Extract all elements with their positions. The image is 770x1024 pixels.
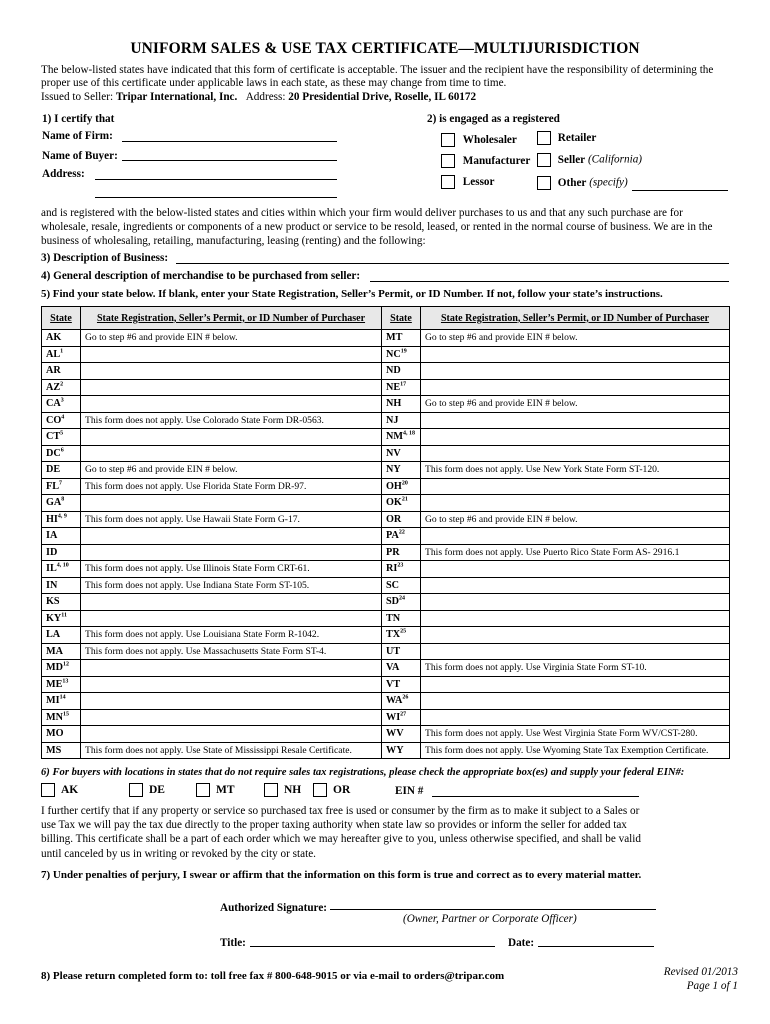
state-code: TN — [386, 612, 401, 624]
state-code-right — [382, 693, 421, 710]
state-code: AL — [46, 348, 61, 360]
ein-state-label: NH — [284, 783, 302, 796]
state-code-right — [382, 709, 421, 726]
table-row — [42, 742, 730, 759]
state-code: OH — [386, 480, 402, 492]
state-code-left — [42, 561, 81, 578]
table-row — [42, 561, 730, 578]
certify-text: I further certify that if any property or service so purchased tax free is used or consumer by the firm as to make it subject to a Sales or use Tax we will pay the tax due directly to the proper taxing authority when state law so provides or inform the seller for added tax billing. This certificate shall be a part of each order which we may hereafter give to you, unless otherwise specified, and shall be valid until canceled by us in writing or revoked by the city or state. — [41, 805, 641, 860]
state-registration-cell-right[interactable] — [421, 627, 730, 644]
manufacturer-label: Manufacturer — [462, 154, 531, 167]
ein-state-checkbox[interactable] — [264, 783, 278, 797]
state-code: AK — [46, 332, 62, 344]
state-registration-cell-right[interactable] — [421, 709, 730, 726]
state-code-right — [382, 363, 421, 380]
state-registration-cell-left: This form does not apply. Use Louisiana State Form R-1042. — [81, 627, 382, 644]
ein-state-label: AK — [61, 783, 79, 796]
state-registration-cell-left: This form does not apply. Use Colorado State Form DR-0563. — [81, 412, 382, 429]
authorized-signature-label: Authorized Signature: — [220, 902, 328, 914]
state-footnote: 23 — [397, 562, 404, 569]
state-registration-cell-right: This form does not apply. Use Puerto Rico State Form AS- 2916.1 — [421, 544, 730, 561]
wholesaler-option — [441, 133, 517, 147]
state-code-right — [382, 643, 421, 660]
intro-text: The below-listed states have indicated that this form of certificate is acceptable. The issuer and the recipient have the responsibility of determining the proper use of this certificate under applicable laws in each state, as these may change from time to time. — [41, 64, 714, 90]
merchandise-description-field[interactable] — [370, 281, 729, 282]
other-specify-field[interactable] — [632, 190, 728, 191]
state-code: GA — [46, 497, 62, 509]
state-registration-cell-left[interactable] — [81, 528, 382, 545]
state-footnote: 21 — [401, 496, 408, 503]
state-code-left — [42, 429, 81, 446]
state-footnote: 14 — [59, 694, 66, 701]
state-registration-cell-left[interactable] — [81, 693, 382, 710]
col-state-right: State — [382, 307, 421, 330]
date-field[interactable] — [538, 946, 654, 947]
table-row — [42, 429, 730, 446]
state-code: RI — [386, 563, 398, 575]
table-row — [42, 709, 730, 726]
state-code: MO — [46, 728, 64, 740]
state-code: OK — [386, 497, 402, 509]
issued-to-line — [41, 91, 731, 104]
state-code-left — [42, 627, 81, 644]
state-code: ID — [46, 546, 58, 558]
table-row — [42, 363, 730, 380]
state-footnote: 7 — [59, 480, 63, 487]
state-code-left — [42, 693, 81, 710]
state-registration-cell-left[interactable] — [81, 544, 382, 561]
state-code-right — [382, 396, 421, 413]
table-row — [42, 330, 730, 347]
state-registration-cell-left[interactable] — [81, 495, 382, 512]
registered-text: and is registered with the below-listed states and cities within which your firm would deliver purchases to us and that any such purchase are for wholesale, resale, ingredients or components of a new product or service to be resold, leased, or rented in the normal course of business. We are in the business of wholesaling, retailing, manufacturing, leasing (renting) and the following: — [41, 207, 713, 247]
state-registration-cell-right[interactable] — [421, 478, 730, 495]
state-code: SC — [386, 579, 400, 591]
state-registration-cell-left: This form does not apply. Use Hawaii State Form G-17. — [81, 511, 382, 528]
table-row — [42, 346, 730, 363]
state-footnote: 5 — [60, 430, 64, 437]
address-label: Address: — [245, 90, 289, 103]
state-code-right — [382, 544, 421, 561]
state-code: PA — [386, 530, 399, 542]
table-row — [42, 379, 730, 396]
ein-state-option — [196, 783, 235, 797]
state-code-left — [42, 528, 81, 545]
state-code-left — [42, 363, 81, 380]
state-registration-cell-right[interactable] — [421, 643, 730, 660]
state-code: KY — [46, 612, 62, 624]
state-footnote: 4, 9 — [57, 513, 67, 520]
state-code: ME — [46, 678, 63, 690]
state-footnote: 12 — [62, 661, 69, 668]
state-code-right — [382, 742, 421, 759]
state-code: MI — [46, 695, 60, 707]
state-code: MN — [46, 711, 63, 723]
state-code: OR — [386, 513, 402, 525]
state-code: ND — [386, 365, 401, 377]
state-registration-cell-right[interactable] — [421, 363, 730, 380]
state-footnote: 24 — [399, 595, 406, 602]
name-of-firm-field[interactable] — [122, 141, 337, 142]
state-code: NH — [386, 398, 402, 410]
section1-heading: 1) I certify that — [42, 113, 115, 125]
state-registration-cell-left[interactable] — [81, 379, 382, 396]
state-code-left — [42, 495, 81, 512]
address-field-2[interactable] — [95, 197, 337, 198]
seller-name: Tripar International, Inc. — [115, 90, 238, 103]
state-code-right — [382, 511, 421, 528]
state-footnote: 4, 10 — [56, 562, 69, 569]
state-code-right — [382, 462, 421, 479]
state-code-left — [42, 610, 81, 627]
state-code: MA — [46, 645, 63, 657]
state-registration-cell-left: Go to step #6 and provide EIN # below. — [81, 330, 382, 347]
state-code-right — [382, 676, 421, 693]
seller-checkbox[interactable] — [537, 153, 551, 167]
state-registration-cell-right[interactable] — [421, 528, 730, 545]
state-code: KS — [46, 596, 60, 608]
state-footnote: 15 — [62, 711, 69, 718]
state-registration-cell-right[interactable] — [421, 676, 730, 693]
state-code-left — [42, 676, 81, 693]
state-registration-cell-left: This form does not apply. Use Massachusetts State Form ST-4. — [81, 643, 382, 660]
ein-state-label: MT — [216, 783, 235, 796]
state-code: NM — [386, 431, 403, 443]
state-code-right — [382, 594, 421, 611]
col-state-left: State — [42, 307, 81, 330]
state-code: NC — [386, 348, 401, 360]
form-title: UNIFORM SALES & USE TAX CERTIFICATE—MULTIJURISDICTION — [130, 40, 640, 57]
state-registration-cell-left: Go to step #6 and provide EIN # below. — [81, 462, 382, 479]
state-code: NV — [386, 447, 401, 459]
issued-label: Issued to Seller: — [41, 90, 116, 103]
state-registration-cell-left[interactable] — [81, 676, 382, 693]
manufacturer-option — [441, 154, 530, 168]
page-number: Page 1 of 1 — [686, 980, 738, 992]
ein-state-label: DE — [149, 783, 165, 796]
state-code: CO — [46, 414, 62, 426]
state-code-left — [42, 462, 81, 479]
ein-state-checkbox[interactable] — [196, 783, 210, 797]
other-checkbox[interactable] — [537, 176, 551, 190]
state-code-right — [382, 610, 421, 627]
name-of-buyer-field[interactable] — [122, 160, 337, 161]
state-footnote: 6 — [60, 447, 64, 454]
state-registration-cell-right: Go to step #6 and provide EIN # below. — [421, 396, 730, 413]
name-of-firm-label: Name of Firm: — [42, 130, 113, 142]
state-code: IN — [46, 579, 58, 591]
state-registration-cell-right[interactable] — [421, 412, 730, 429]
state-footnote: 1 — [60, 348, 64, 355]
state-registration-cell-right[interactable] — [421, 346, 730, 363]
manufacturer-checkbox[interactable] — [441, 154, 455, 168]
state-registration-cell-left[interactable] — [81, 610, 382, 627]
intro-block — [41, 64, 731, 104]
state-code-right — [382, 528, 421, 545]
state-code: MT — [386, 332, 403, 344]
state-code: WV — [386, 728, 404, 740]
state-code: MS — [46, 744, 62, 756]
state-footnote: 26 — [402, 694, 409, 701]
state-code-right — [382, 561, 421, 578]
state-code-right — [382, 627, 421, 644]
state-code: AZ — [46, 381, 61, 393]
state-code-left — [42, 742, 81, 759]
state-code-left — [42, 478, 81, 495]
state-registration-cell-left[interactable] — [81, 429, 382, 446]
state-registration-cell-right: This form does not apply. Use New York State Form ST-120. — [421, 462, 730, 479]
table-row — [42, 693, 730, 710]
table-row — [42, 544, 730, 561]
table-row — [42, 478, 730, 495]
state-code-right — [382, 577, 421, 594]
table-row — [42, 528, 730, 545]
state-registration-cell-left: This form does not apply. Use Indiana State Form ST-105. — [81, 577, 382, 594]
state-registration-cell-left[interactable] — [81, 709, 382, 726]
state-code-right — [382, 330, 421, 347]
description-of-business-field[interactable] — [176, 263, 729, 264]
state-footnote: 19 — [400, 348, 407, 355]
state-footnote: 20 — [401, 480, 408, 487]
state-registration-cell-right: This form does not apply. Use Wyoming State Tax Exemption Certificate. — [421, 742, 730, 759]
state-registration-cell-right[interactable] — [421, 594, 730, 611]
table-row — [42, 610, 730, 627]
section7-text: 7) Under penalties of perjury, I swear or affirm that the information on this form is true and correct as to every material matter. — [41, 869, 642, 881]
title-label: Title: — [220, 937, 246, 949]
state-footnote: 11 — [61, 612, 67, 619]
state-code-left — [42, 511, 81, 528]
state-code: NJ — [386, 414, 399, 426]
state-code: IL — [46, 563, 57, 575]
table-row — [42, 627, 730, 644]
state-footnote: 13 — [62, 678, 69, 685]
table-row — [42, 594, 730, 611]
state-code-left — [42, 660, 81, 677]
state-code: FL — [46, 480, 60, 492]
other-note: (specify) — [589, 176, 628, 189]
state-code: PR — [386, 546, 400, 558]
state-code: WA — [386, 695, 403, 707]
ein-state-option — [313, 783, 350, 797]
col-registration-left: State Registration, Seller’s Permit, or ID Number of Purchaser — [81, 307, 382, 330]
state-code-left — [42, 412, 81, 429]
date-label: Date: — [508, 937, 535, 949]
ein-state-option — [41, 783, 78, 797]
state-registration-cell-right: Go to step #6 and provide EIN # below. — [421, 330, 730, 347]
state-code-left — [42, 445, 81, 462]
state-footnote: 8 — [61, 496, 65, 503]
state-code: NY — [386, 464, 401, 476]
state-registration-cell-right[interactable] — [421, 445, 730, 462]
state-registration-cell-right[interactable] — [421, 429, 730, 446]
state-footnote: 4 — [61, 414, 65, 421]
name-of-buyer-label: Name of Buyer: — [42, 150, 118, 162]
signature-note: (Owner, Partner or Corporate Officer) — [403, 913, 577, 925]
ein-state-option — [264, 783, 301, 797]
signature-field[interactable] — [330, 909, 656, 910]
table-row — [42, 660, 730, 677]
table-row — [42, 396, 730, 413]
col-registration-right: State Registration, Seller’s Permit, or ID Number of Purchaser — [421, 307, 730, 330]
table-row — [42, 462, 730, 479]
address-label-1: Address: — [42, 168, 85, 180]
state-registration-cell-left[interactable] — [81, 363, 382, 380]
state-registration-cell-left[interactable] — [81, 660, 382, 677]
state-code: WI — [386, 711, 401, 723]
lessor-label: Lessor — [462, 175, 495, 188]
revised-date: Revised 01/2013 — [663, 966, 738, 978]
state-code: VA — [386, 662, 400, 674]
section3-label: 3) Description of Business: — [41, 252, 169, 264]
state-registration-cell-left[interactable] — [81, 396, 382, 413]
state-footnote: 4, 18 — [402, 430, 415, 437]
state-registration-cell-right[interactable] — [421, 379, 730, 396]
state-registration-cell-left: This form does not apply. Use Illinois State Form CRT-61. — [81, 561, 382, 578]
section2-heading: 2) is engaged as a registered — [427, 113, 560, 125]
state-code-left — [42, 643, 81, 660]
ein-state-label: OR — [333, 783, 351, 796]
state-code-right — [382, 379, 421, 396]
state-code-right — [382, 495, 421, 512]
table-row — [42, 445, 730, 462]
state-code-right — [382, 478, 421, 495]
state-code-left — [42, 577, 81, 594]
state-code-left — [42, 396, 81, 413]
state-code: TX — [386, 629, 401, 641]
ein-state-checkbox[interactable] — [129, 783, 143, 797]
seller-option — [537, 153, 642, 167]
state-code: AR — [46, 365, 61, 377]
table-body — [42, 330, 730, 759]
state-registration-cell-left[interactable] — [81, 726, 382, 743]
state-code-right — [382, 346, 421, 363]
table-header-row — [42, 307, 730, 330]
ein-state-option — [129, 783, 165, 797]
state-code: IA — [46, 530, 58, 542]
state-footnote: 22 — [398, 529, 405, 536]
seller-address: 20 Presidential Drive, Roselle, IL 60172 — [288, 90, 477, 103]
ein-label: EIN # — [395, 785, 424, 797]
state-code: LA — [46, 629, 61, 641]
state-code-left — [42, 544, 81, 561]
state-code: DE — [46, 464, 61, 476]
state-footnote: 2 — [60, 381, 64, 388]
section6-heading: 6) For buyers with locations in states that do not require sales tax registrations, please check the appropriate box(es) and supply your federal EIN#: — [41, 767, 685, 778]
state-registration-cell-left: This form does not apply. Use State of Mississippi Resale Certificate. — [81, 742, 382, 759]
retailer-checkbox[interactable] — [537, 131, 551, 145]
state-code-right — [382, 412, 421, 429]
state-footnote: 25 — [400, 628, 407, 635]
lessor-option — [441, 175, 495, 189]
wholesaler-label: Wholesaler — [462, 133, 517, 146]
seller-note: (California) — [587, 153, 643, 166]
other-option — [537, 176, 628, 190]
state-code-right — [382, 445, 421, 462]
state-registration-cell-right: This form does not apply. Use Virginia State Form ST-10. — [421, 660, 730, 677]
state-code: UT — [386, 645, 401, 657]
state-code-left — [42, 346, 81, 363]
wholesaler-checkbox[interactable] — [441, 133, 455, 147]
state-footnote: 17 — [400, 381, 407, 388]
state-registration-cell-right: This form does not apply. Use West Virginia State Form WV/CST-280. — [421, 726, 730, 743]
state-code: WY — [386, 744, 404, 756]
retailer-option — [537, 131, 596, 145]
state-code-left — [42, 709, 81, 726]
state-code: SD — [386, 596, 400, 608]
state-code: VT — [386, 678, 401, 690]
state-registration-cell-right: Go to step #6 and provide EIN # below. — [421, 511, 730, 528]
state-registration-table — [41, 306, 730, 759]
address-field-1[interactable] — [95, 179, 337, 180]
state-code: NE — [386, 381, 401, 393]
table-row — [42, 676, 730, 693]
state-registration-cell-right[interactable] — [421, 495, 730, 512]
state-code: CT — [46, 431, 61, 443]
table-row — [42, 495, 730, 512]
state-code-left — [42, 330, 81, 347]
state-registration-cell-left[interactable] — [81, 445, 382, 462]
table-row — [42, 643, 730, 660]
table-row — [42, 726, 730, 743]
state-footnote: 27 — [400, 711, 407, 718]
lessor-checkbox[interactable] — [441, 175, 455, 189]
state-registration-cell-right[interactable] — [421, 693, 730, 710]
retailer-label: Retailer — [557, 131, 597, 144]
state-code-right — [382, 726, 421, 743]
seller-label: Seller — [557, 153, 586, 166]
state-registration-cell-left[interactable] — [81, 346, 382, 363]
state-code-left — [42, 726, 81, 743]
table-row — [42, 577, 730, 594]
section8-text: 8) Please return completed form to: toll free fax # 800-648-9015 or via e-mail to orders@tripar.com — [41, 970, 505, 982]
state-code-right — [382, 429, 421, 446]
state-registration-cell-right[interactable] — [421, 610, 730, 627]
state-code-left — [42, 379, 81, 396]
state-footnote: 3 — [60, 397, 64, 404]
other-label: Other — [557, 176, 587, 189]
state-code: DC — [46, 447, 61, 459]
table-row — [42, 412, 730, 429]
table-row — [42, 511, 730, 528]
ein-field[interactable] — [432, 796, 639, 797]
state-code-left — [42, 594, 81, 611]
state-registration-cell-left: This form does not apply. Use Florida State Form DR-97. — [81, 478, 382, 495]
section5-label: 5) Find your state below. If blank, enter your State Registration, Seller’s Permit, or ID Number. If not, follow your state’s instructions. — [41, 288, 663, 300]
state-code-right — [382, 660, 421, 677]
ein-state-checkbox[interactable] — [313, 783, 327, 797]
state-code: MD — [46, 662, 63, 674]
title-field[interactable] — [250, 946, 495, 947]
state-code: CA — [46, 398, 61, 410]
ein-state-checkbox[interactable] — [41, 783, 55, 797]
state-code: HI — [46, 513, 58, 525]
state-registration-cell-right[interactable] — [421, 561, 730, 578]
state-registration-cell-left[interactable] — [81, 594, 382, 611]
state-registration-cell-right[interactable] — [421, 577, 730, 594]
section4-label: 4) General description of merchandise to be purchased from seller: — [41, 270, 361, 282]
